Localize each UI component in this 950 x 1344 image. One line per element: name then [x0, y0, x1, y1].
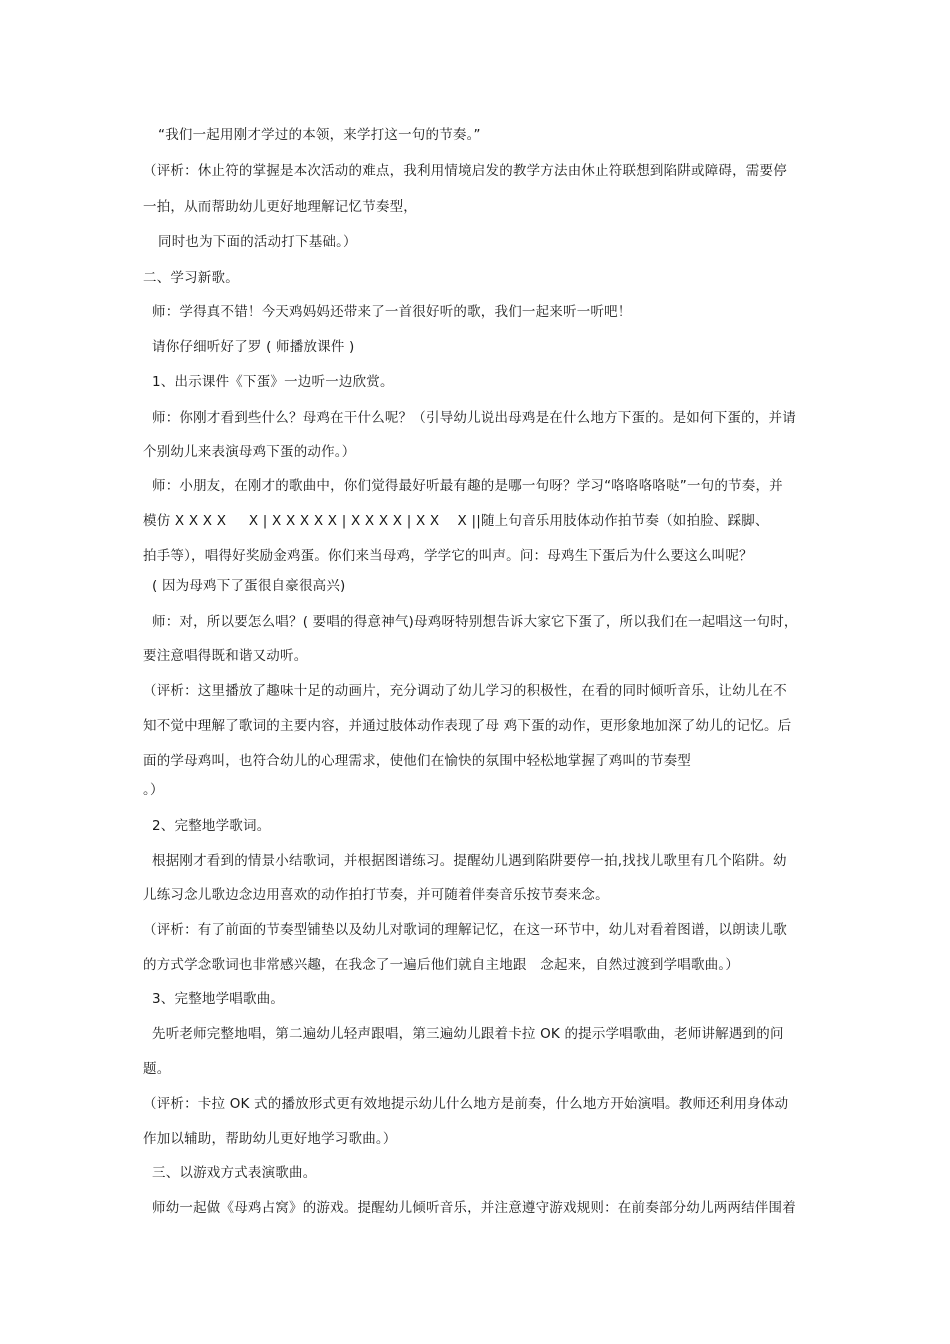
commentary-line: 知不觉中理解了歌词的主要内容，并通过肢体动作表现了母 鸡下蛋的动作，更形象地加深了幼儿的记忆。后	[143, 718, 792, 734]
section-heading: 三、以游戏方式表演歌曲。	[152, 1165, 317, 1181]
commentary-line: （评析：有了前面的节奏型铺垫以及幼儿对歌词的理解记忆，在这一环节中，幼儿对看着图谱，以朗读儿歌	[143, 922, 787, 938]
commentary-line: 面的学母鸡叫，也符合幼儿的心理需求，使他们在愉快的氛围中轻松地掌握了鸡叫的节奏型	[143, 753, 691, 769]
text-line: 拍手等），唱得好奖励金鸡蛋。你们来当母鸡，学学它的叫声。问：母鸡生下蛋后为什么要这么叫呢？	[143, 548, 753, 564]
rhythm-line: 模仿 X X X X X | X X X X X | X X X X | X X X ||随上句音乐用肢体动作拍节奏（如拍脸、踩脚、	[143, 513, 769, 529]
text-line: 师幼一起做《母鸡占窝》的游戏。提醒幼儿倾听音乐，并注意遵守游戏规则：在前奏部分幼儿两两结伴围着	[152, 1200, 796, 1216]
text-line: 一拍，从而帮助幼儿更好地理解记忆节奏型，	[143, 199, 417, 215]
text-line: 师：对，所以要怎么唱？( 要唱的得意神气)母鸡呀特别想告诉大家它下蛋了，所以我们在一起唱这一句时，	[152, 614, 798, 630]
commentary-line: （评析：卡拉 OK 式的播放形式更有效地提示幼儿什么地方是前奏，什么地方开始演唱。教师还利用身体动	[143, 1096, 789, 1112]
text-line: 题。	[143, 1061, 171, 1077]
section-heading: 二、学习新歌。	[143, 270, 239, 286]
subheading: 3、完整地学唱歌曲。	[152, 991, 285, 1007]
text-line: 儿练习念儿歌边念边用喜欢的动作拍打节奏，并可随着伴奏音乐按节奏来念。	[143, 887, 609, 903]
commentary-line: 。）	[143, 782, 164, 798]
text-line: “我们一起用刚才学过的本领，来学打这一句的节奏。”	[158, 127, 481, 143]
text-line: 同时也为下面的活动打下基础。）	[158, 234, 357, 250]
subheading: 1、出示课件《下蛋》一边听一边欣赏。	[152, 374, 394, 390]
text-line: （评析：休止符的掌握是本次活动的难点，我利用情境启发的教学方法由休止符联想到陷阱或障碍，需要停	[143, 163, 787, 179]
text-line: 根据刚才看到的情景小结歌词，并根据图谱练习。提醒幼儿遇到陷阱要停一拍,找找儿歌里有几个陷阱。幼	[152, 853, 787, 869]
subheading: 2、完整地学歌词。	[152, 818, 271, 834]
text-line: 个别幼儿来表演母鸡下蛋的动作。）	[143, 444, 356, 460]
commentary-line: 作加以辅助，帮助幼儿更好地学习歌曲。）	[143, 1131, 397, 1147]
text-line: 师：学得真不错！今天鸡妈妈还带来了一首很好听的歌，我们一起来听一听吧！	[152, 304, 632, 320]
text-line: 先听老师完整地唱，第二遍幼儿轻声跟唱，第三遍幼儿跟着卡拉 OK 的提示学唱歌曲，老师讲解遇到的问	[152, 1026, 784, 1042]
text-line: 师：小朋友，在刚才的歌曲中，你们觉得最好听最有趣的是哪一句呀？学习“咯咯咯咯哒”一句的节奏，并	[152, 478, 783, 494]
text-line: 师：你刚才看到些什么？母鸡在干什么呢？（引导幼儿说出母鸡是在什么地方下蛋的。是如何下蛋的，并请	[152, 410, 796, 426]
text-line: 要注意唱得既和谐又动听。	[143, 648, 308, 664]
text-line: ( 因为母鸡下了蛋很自豪很高兴)	[152, 578, 346, 594]
commentary-line: （评析：这里播放了趣味十足的动画片，充分调动了幼儿学习的积极性，在看的同时倾听音乐，让幼儿在不	[143, 683, 787, 699]
commentary-line: 的方式学念歌词也非常感兴趣，在我念了一遍后他们就自主地跟 念起来，自然过渡到学唱歌曲。）	[143, 957, 740, 973]
text-line: 请你仔细听好了罗 ( 师播放课件 )	[152, 339, 355, 355]
